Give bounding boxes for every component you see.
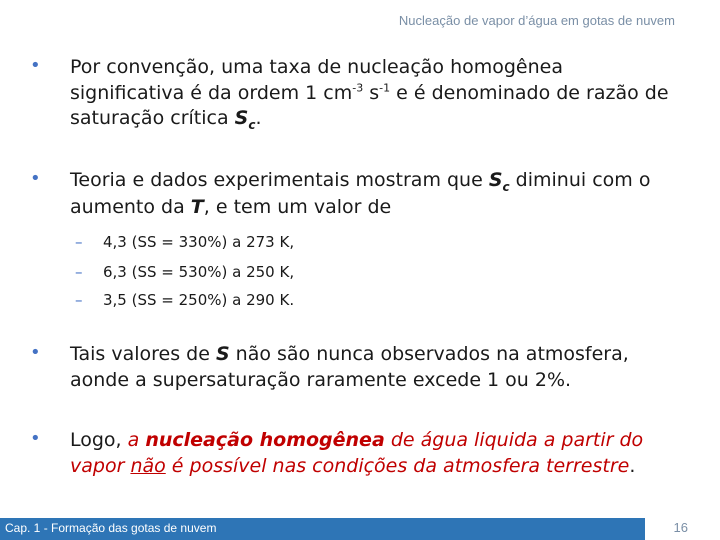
page-number: 16 bbox=[673, 520, 688, 535]
sub-item-text: 4,3 (SS = 330%) a 273 K, bbox=[103, 233, 295, 251]
dash-marker: – bbox=[75, 291, 83, 309]
text-span: diminui com o bbox=[509, 169, 651, 191]
symbol-s: S bbox=[215, 343, 230, 365]
text-span: Logo, bbox=[70, 429, 128, 451]
text-span: Teoria e dados experimentais mostram que bbox=[70, 169, 489, 191]
symbol-s: S bbox=[488, 169, 503, 191]
bullet-item-4 bbox=[30, 428, 690, 479]
emphasis-bold-text: nucleação homogênea bbox=[145, 429, 385, 451]
bullet-item-1 bbox=[30, 55, 690, 133]
bullet-marker: • bbox=[30, 342, 41, 363]
text-span: aumento da bbox=[70, 195, 191, 218]
footer-bar bbox=[0, 518, 645, 540]
subscript: c bbox=[502, 179, 510, 194]
bullet-text bbox=[70, 428, 690, 479]
bullet-text bbox=[70, 342, 690, 393]
bullet-item-2 bbox=[30, 168, 690, 221]
sub-item-1 bbox=[75, 230, 294, 254]
footer-text: Cap. 1 - Formação das gotas de nuvem bbox=[5, 521, 217, 535]
emphasis-text: de água liquida a partir do bbox=[384, 429, 644, 451]
sub-item-text: 3,5 (SS = 250%) a 290 K. bbox=[103, 291, 295, 309]
underlined-text: não bbox=[130, 454, 166, 477]
slide-header: Nucleação de vapor d’água em gotas de nuvem bbox=[398, 13, 675, 28]
text-span: . bbox=[255, 107, 262, 130]
bullet-text bbox=[70, 55, 690, 133]
text-span: significativa é da ordem 1 cm bbox=[70, 81, 353, 104]
text-span: não são nunca observados na atmosfera, bbox=[229, 343, 629, 365]
superscript: -3 bbox=[352, 81, 364, 95]
bullet-marker: • bbox=[30, 168, 41, 189]
bullet-text bbox=[70, 168, 690, 221]
subscript: c bbox=[248, 118, 256, 133]
dash-marker: – bbox=[75, 263, 83, 281]
emphasis-text: é possível nas condições da atmosfera terrestre bbox=[165, 454, 630, 477]
bullet-marker: • bbox=[30, 55, 41, 76]
bullet-item-3 bbox=[30, 342, 690, 393]
text-span: e é denominado de razão de bbox=[390, 81, 669, 104]
dash-marker: – bbox=[75, 233, 83, 251]
sub-item-2 bbox=[75, 260, 294, 284]
text-span: saturação crítica bbox=[70, 107, 235, 130]
text-span: Por convenção, uma taxa de nucleação homogênea bbox=[70, 56, 563, 78]
symbol-t: T bbox=[190, 195, 204, 218]
emphasis-text: vapor bbox=[70, 454, 131, 477]
emphasis-text: a bbox=[127, 429, 146, 451]
text-span: Tais valores de bbox=[70, 343, 216, 365]
superscript: -1 bbox=[379, 81, 391, 95]
text-span: aonde a supersaturação raramente excede 1 ou 2%. bbox=[70, 368, 572, 391]
text-span: s bbox=[363, 81, 380, 104]
text-span: . bbox=[629, 454, 636, 477]
symbol-s: S bbox=[234, 107, 249, 130]
sub-item-text: 6,3 (SS = 530%) a 250 K, bbox=[103, 263, 295, 281]
text-span: , e tem um valor de bbox=[203, 195, 392, 218]
bullet-marker: • bbox=[30, 428, 41, 449]
sub-item-3 bbox=[75, 288, 294, 312]
